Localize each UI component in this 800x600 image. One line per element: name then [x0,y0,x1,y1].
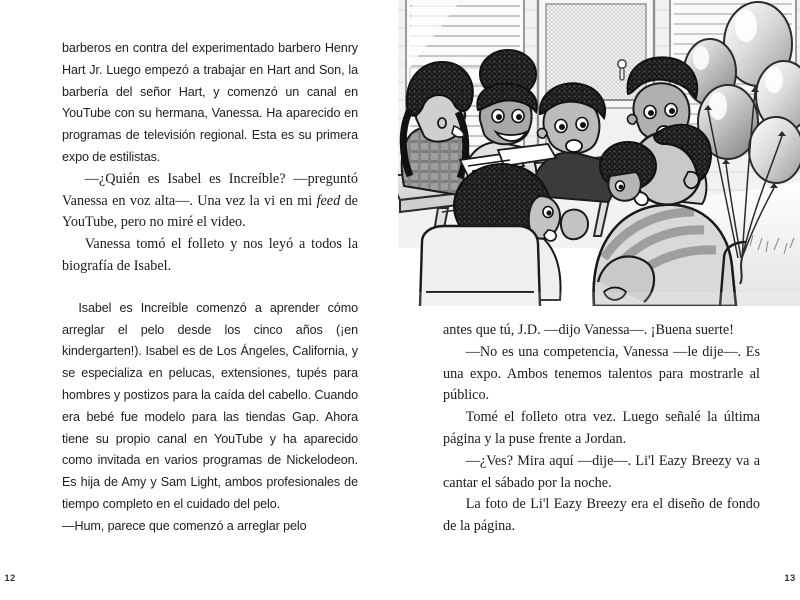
paragraph-vanessa-taunt: antes que tú, J.D. —dijo Vanessa—. ¡Buena suerte! [443,322,734,338]
page-number-left: 12 [4,573,16,584]
paragraph-vanessa-dialogue [62,169,358,234]
paragraph-jd-points: —¿Ves? Mira aquí —dije—. Li'l Eazy Breezy va a cantar el sábado por la noche. [443,452,760,491]
paragraph-isabel-bio: Isabel es Increíble comenzó a aprender cómo arreglar el pelo desde los cinco años (¡en kindergarten!). Isabel es de Los Ángeles, California, y se especializa en pelucas, extensiones, tupés para hombres y postizos para la caída del cabello. Cuando era bebé fue modelo para las tiendas Gap. Ahora tiene su propio canal en YouTube y ha aparecido como invitada en varios programas de Nickelodeon. Es hija de Amy y Sam Light, ambos profesionales de tiempo completo en el cuidado del pelo. [62,300,358,511]
left-page-text-column [62,38,358,538]
paragraph-jd-brochure: Tomé el folleto otra vez. Luego señalé la última página y la puse frente a Jordan. [443,409,760,447]
paragraph-hum-line: —Hum, parece que comenzó a arreglar pelo [62,518,307,533]
paragraph-photo-note: La foto de Li'l Eazy Breezy era el diseño de fondo de la página. [443,496,760,535]
paragraph-jd-reply: —No es una competencia, Vanessa —le dije—. Es una expo. Ambos tenemos talentos para mostrarle al público. [443,343,760,404]
paragraph-vanessa-reads: Vanessa tomó el folleto y nos leyó a todos la biografía de Isabel. [62,236,358,274]
dialogue-text-after-italic: de YouTube, pero no miré el video. [62,192,358,231]
kids-around-picnic-table-illustration [398,0,800,306]
page-number-right: 13 [784,573,796,584]
italic-word-feed: feed [316,192,341,209]
dialogue-text-before-italic: —¿Quién es Isabel es Increíble? —preguntó Vanessa en voz alta—. Una vez la vi en mi [62,170,358,209]
illustration-svg [398,0,800,306]
right-page-text-column [443,320,760,538]
paragraph-brochure-continued: barberos en contra del experimentado barbero Henry Hart Jr. Luego empezó a trabajar en Hart and Son, la barbería del señor Hart, y comenzó un canal en YouTube con su hermana, Vanessa. Ha aparecido en programas de televisión regional. Esta es su primera expo de estilistas. [62,41,358,164]
